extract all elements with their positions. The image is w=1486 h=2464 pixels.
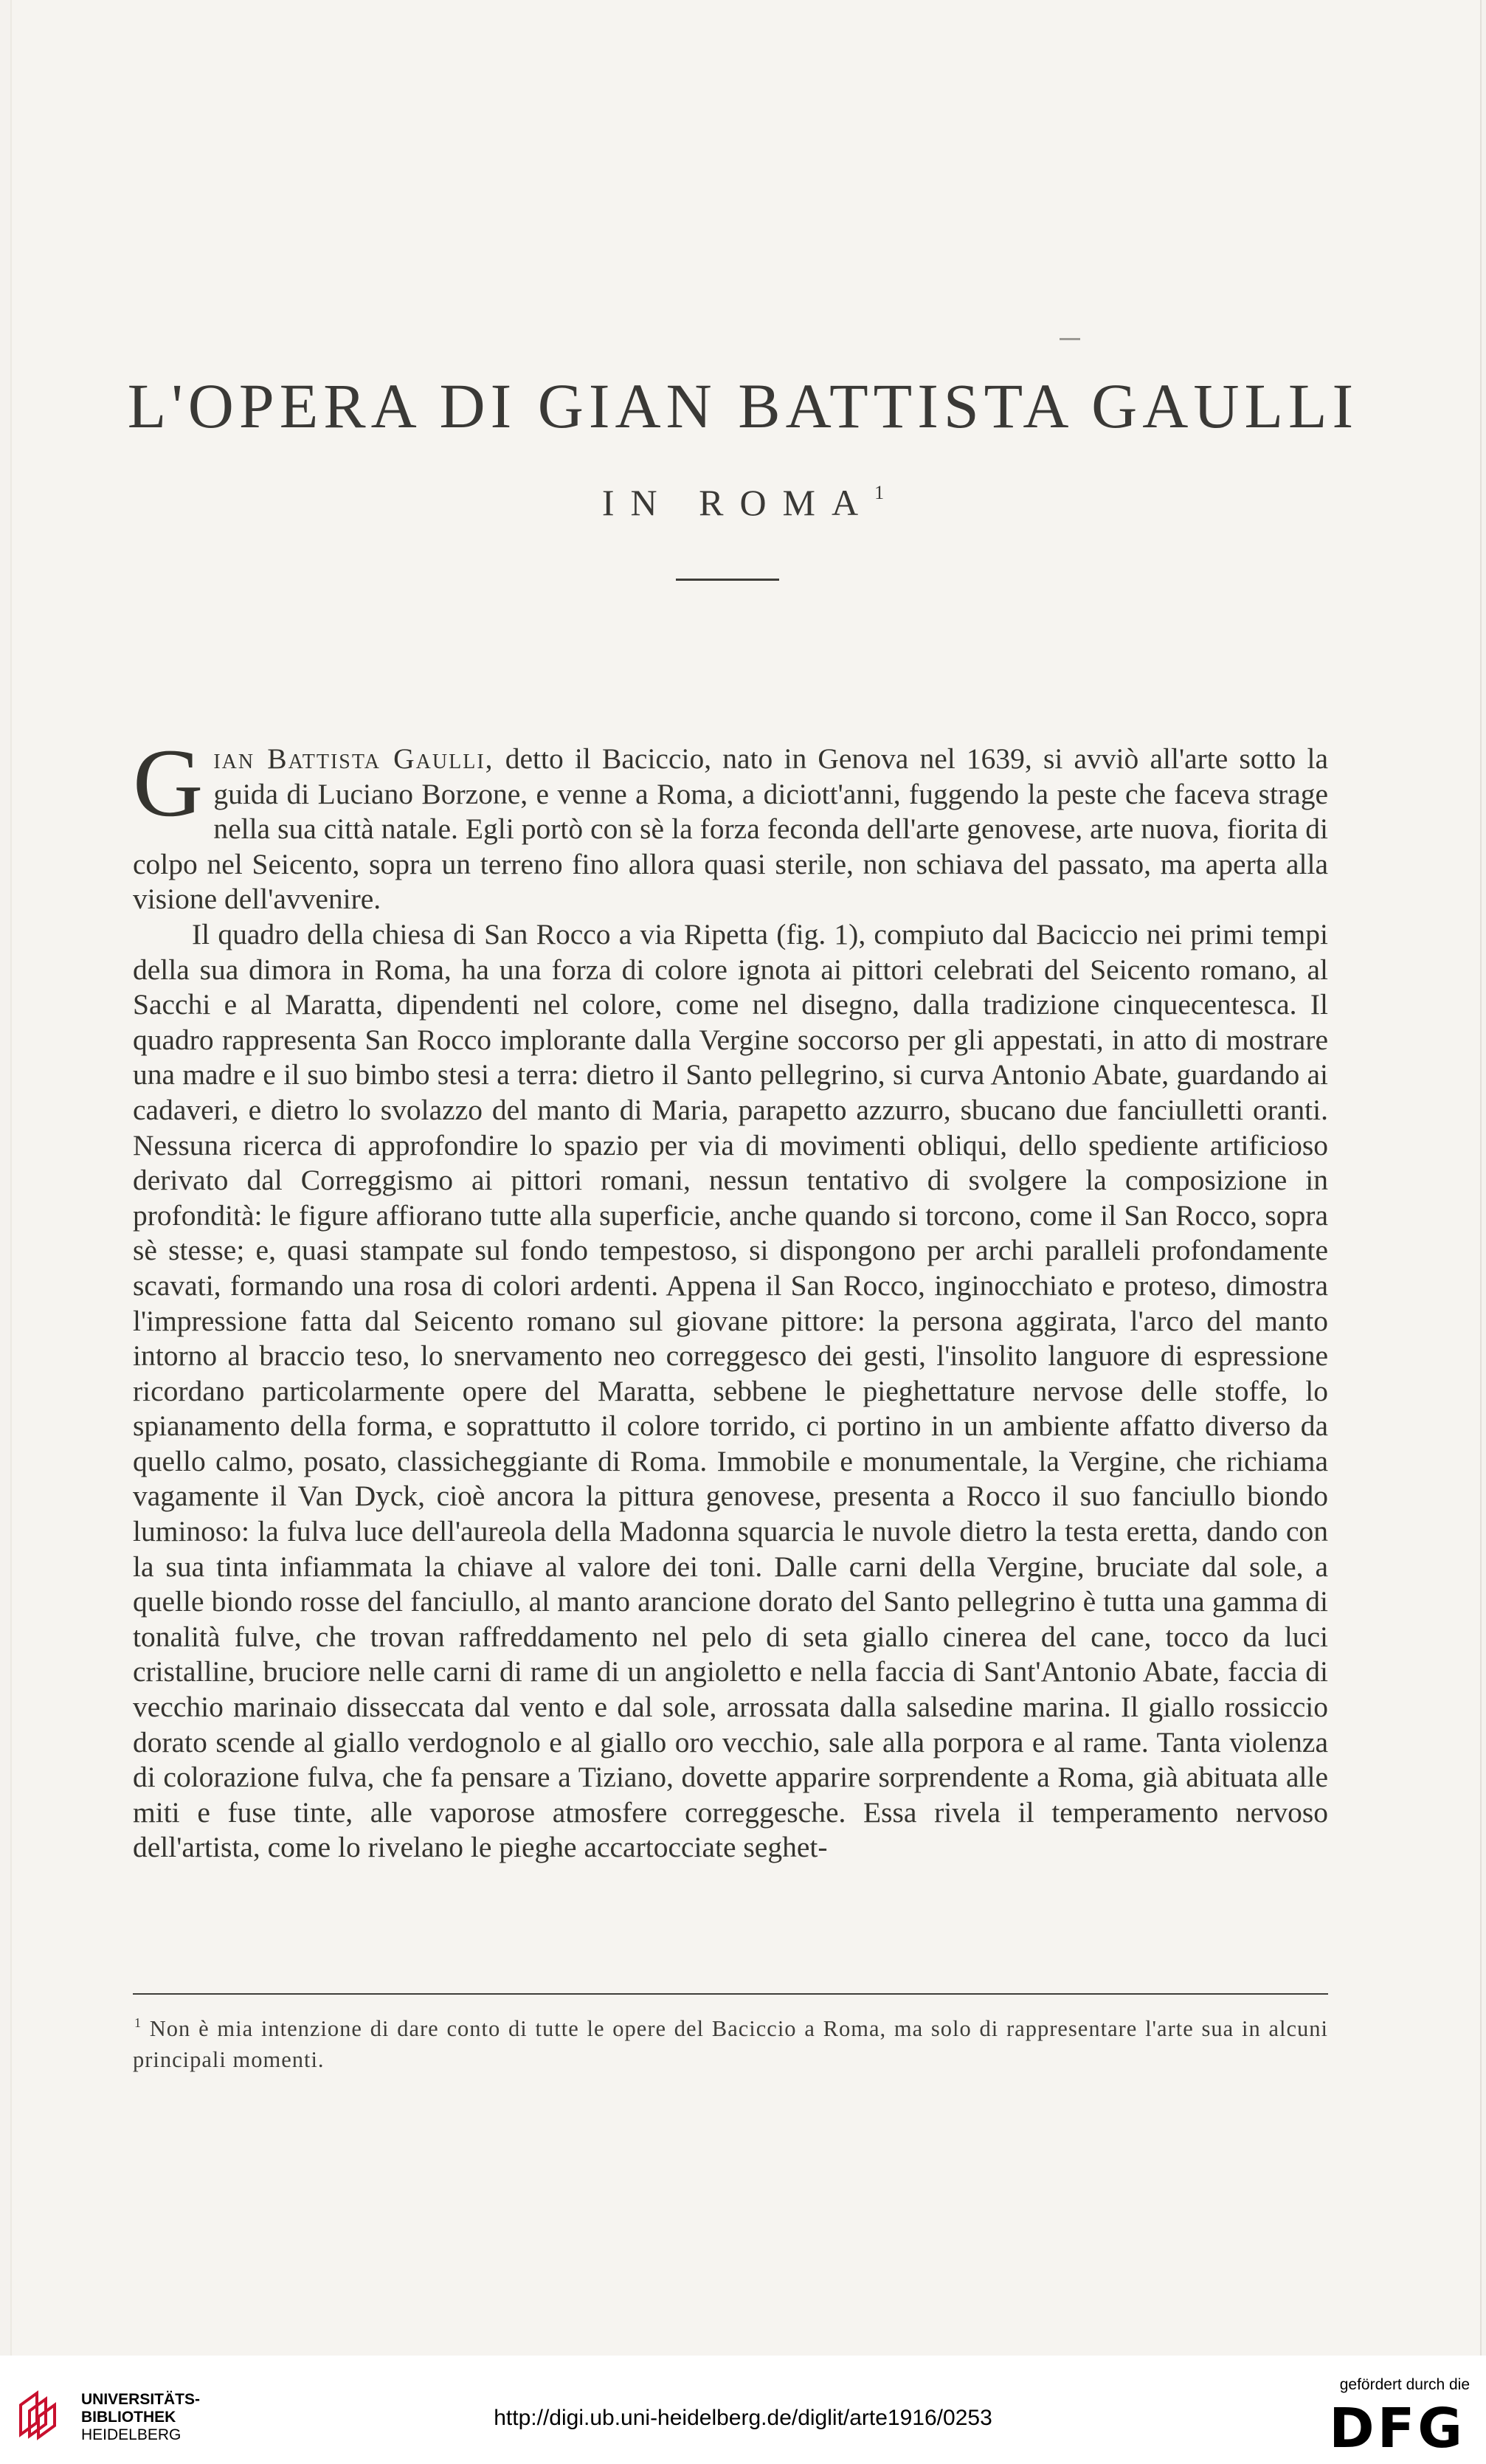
permalink-url[interactable]: http://digi.ub.uni-heidelberg.de/diglit/arte1916/0253 [494,2406,992,2430]
footnote-reference: 1 [874,482,885,503]
title-divider [676,579,779,581]
footnote-divider [133,1993,1328,1995]
funding-note: gefördert durch die [1339,2376,1470,2393]
article-body [133,728,1328,1866]
footnote-text: Non è mia intenzione di dare conto di tutte le opere del Baciccio a Roma, ma solo di rappresentare l'arte sua in alcuni principali momenti. [133,2016,1328,2072]
digitization-footer [0,2356,1486,2464]
drop-cap: G [133,728,204,837]
library-name-line-2: BIBLIOTHEK [81,2409,176,2426]
printer-mark [1060,338,1080,340]
library-name-line-3: HEIDELBERG [81,2426,182,2443]
footnote-mark: 1 [134,2015,142,2030]
paragraph-1 [133,728,1328,917]
article-title: L'OPERA DI GIAN BATTISTA GAULLI [127,370,1359,441]
paragraph-1-text: detto il Baciccio, nato in Genova nel 1639, si avviò all'arte sotto la guida di Luciano Borzone, e venne a Roma, a diciott'anni, fuggendo la peste che faceva strage nella sua città natale. Egli portò con sè la forza feconda dell'arte genovese, arte nuova, fiorita di colpo nel Seicento, sopra un terreno fino allora quasi sterile, non schiava del passato, ma aperta alla visione dell'avvenire. [133,742,1328,916]
article-subtitle [0,481,1486,524]
subtitle-text: IN ROMA [601,482,875,523]
dfg-logo-icon[interactable]: DFG [1329,2397,1465,2460]
footnote [133,2007,1328,2075]
library-name-line-1: UNIVERSITÄTS- [81,2391,201,2408]
paragraph-2: Il quadro della chiesa di San Rocco a via Ripetta (fig. 1), compiuto dal Baciccio nei primi tempi della sua dimora in Roma, ha una forza di colore ignota ai pittori celebrati del Seicento romano, al Sacchi e al Maratta, dipendenti nel colore, come nel disegno, dalla tradizione cinquecentesca. Il quadro rappresenta San Rocco implorante dalla Vergine soccorso per gli appestati, in atto di mostrare una madre e il suo bimbo stesi a terra: dietro il Santo pellegrino, si curva Antonio Abate, guardando ai cadaveri, e dietro lo svolazzo del manto di Maria, parapetto azzurro, sbucano due fanciulletti oranti. Nessuna ricerca di approfondire lo spazio per via di movimenti obliqui, dello spediente artificioso derivato dal Correggismo ai pittori romani, nessun tentativo di svolgere la composizione in profondità: le figure affiorano tutte alla superficie, anche quando si torcono, come il San Rocco, sopra sè stesse; e, quasi stampate sul fondo tempestoso, si dispongono per archi paralleli profondamente scavati, formando una rosa di colori ardenti. Appena il San Rocco, inginocchiato e proteso, dimostra l'impressione fatta dal Seicento romano sul giovane pittore: la persona aggirata, l'arco del manto intorno al braccio teso, lo snervamento neo correggesco dei gesti, l'insolito languore di espressione ricordano particolarmente opere del Maratta, sebbene le pieghettature nervose delle stoffe, lo spianamento della forma, e soprattutto il colore torrido, ci portino in un ambiente affatto diverso da quello calmo, posato, classicheggiante di Roma. Immobile e monumentale, la Vergine, che richiama vagamente il Van Dyck, cioè ancora la pittura genovese, presenta a Rocco il suo fanciullo biondo luminoso: la fulva luce dell'aureola della Madonna squarcia le nuvole dietro la testa eretta, dando con la sua tinta infiammata la chiave al valore dei toni. Dalle carni della Vergine, bruciate dal sole, a quelle biondo rosse del fanciullo, al manto arancione dorato del Santo pellegrino è tutta una gamma di tonalità fulve, che trovan raffreddamento nel pelo di seta giallo cinerea del cane, tocco da luci cristalline, bruciore nelle carni di rame di un angioletto e nella faccia di Sant'Antonio Abate, faccia di vecchio marinaio disseccata dal vento e dal sole, arrossata dalla salsedine marina. Il giallo rossiccio dorato scende al giallo verdognolo e al giallo oro vecchio, sale alla porpora e al rame. Tanta violenza di colorazione fulva, che fa pensare a Tiziano, dovette apparire sorprendente a Roma, già abituata alle miti e fuse tinte, alle vaporose atmosfere correggesche. Essa rivela il temperamento nervoso dell'artista, come lo rivelano le pieghe accartocciate seghet- [133,917,1328,1864]
author-name-small-caps: ian Battista Gaulli, [213,742,494,775]
